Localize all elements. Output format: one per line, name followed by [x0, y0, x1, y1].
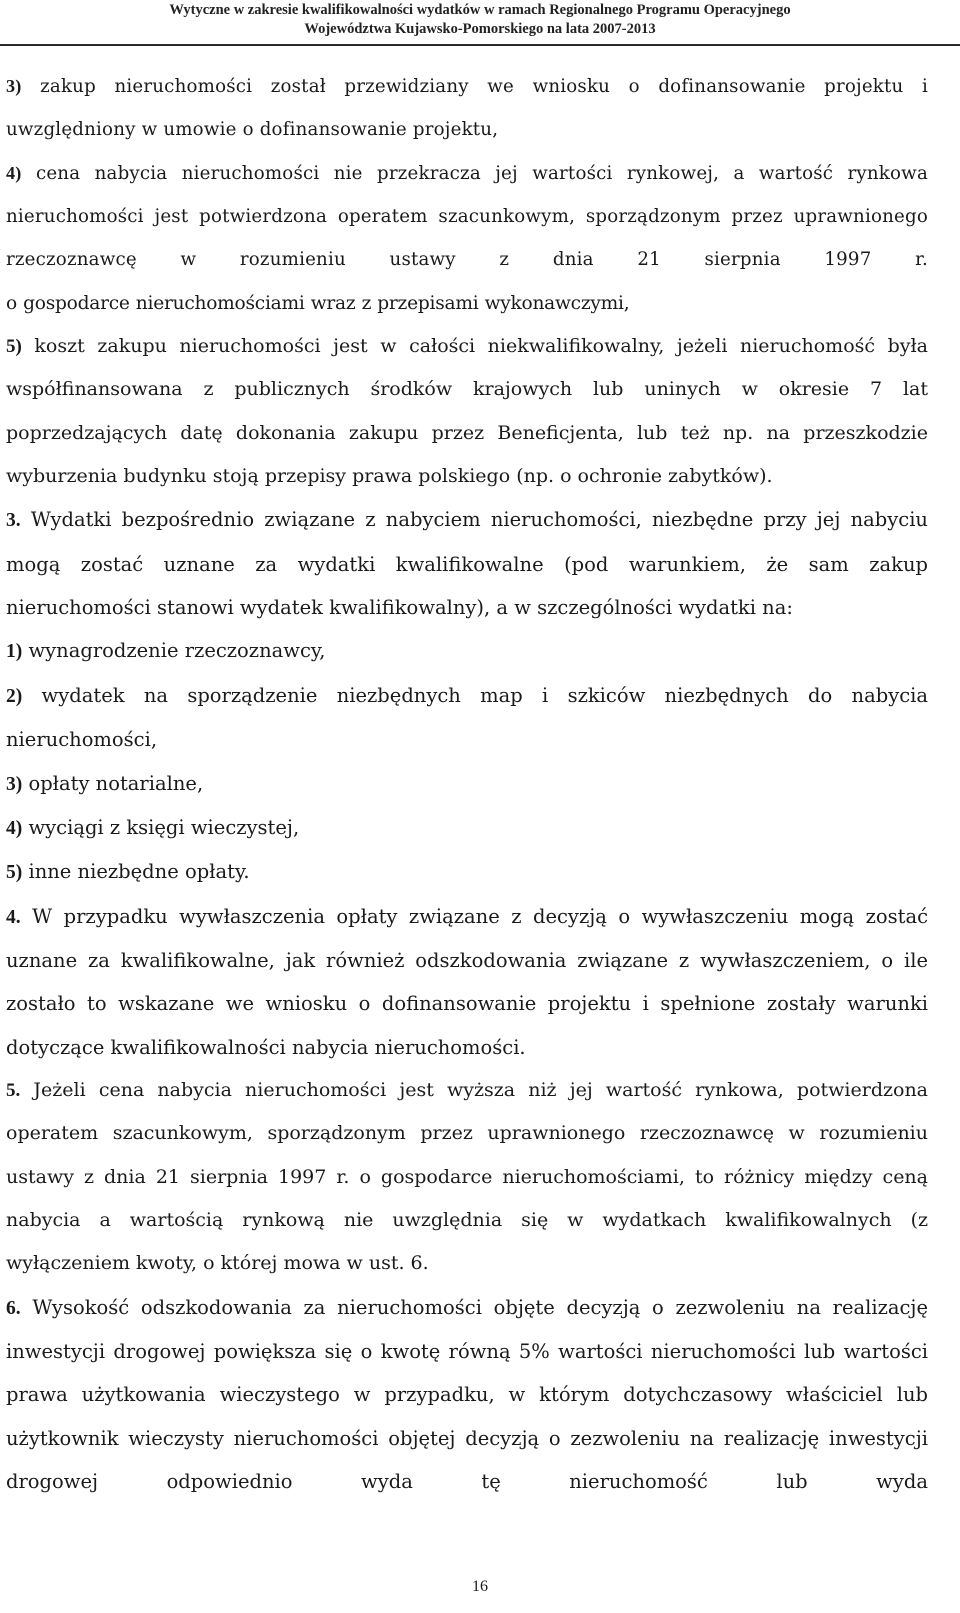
section-number: 3. — [6, 510, 21, 532]
section-number: 4. — [6, 906, 21, 928]
list-item-3 — [6, 65, 928, 152]
section-6 — [6, 1286, 928, 1504]
item-number: 5) — [6, 336, 22, 358]
item-number: 2) — [6, 685, 23, 707]
item-text: cena nabycia nieruchomości nie przekracza jej wartości rynkowej, a wartość rynkowa nieruchomości jest potwierdzona operatem szacunkowym, sporządzonym przez uprawnionego rzeczoznawcę w rozumieniu ustawy z dnia 21 sierpnia 1997 r. — [6, 162, 928, 271]
item-number: 4) — [6, 162, 22, 183]
section-text: Wydatki bezpośrednio związane z nabyciem nieruchomości, niezbędne przy jej nabyciu mogą zostać uznane za wydatki kwalifikowalne (pod warunkiem, że sam zakup nieruchomości stanowi wydatek kwalifikowalny), a w szczególności wydatki na: — [6, 508, 928, 620]
sublist-item-1 — [6, 629, 928, 673]
item-text: wyciągi z księgi wieczystej, — [28, 815, 300, 839]
item-text: zakup nieruchomości został przewidziany we wniosku o dofinansowanie projektu i uwzględniony w umowie o dofinansowanie projektu, — [6, 76, 929, 141]
section-3 — [6, 498, 928, 629]
item-number: 3) — [6, 76, 22, 96]
item-text: opłaty notarialne, — [28, 771, 204, 795]
item-text: wynagrodzenie rzeczoznawcy, — [28, 639, 326, 663]
item-text: inne niezbędne opłaty. — [28, 860, 250, 884]
list-item-4 — [6, 152, 928, 282]
item-text: wydatek na sporządzenie niezbędnych map i szkiców niezbędnych do nabycia nieruchomości, — [6, 683, 928, 752]
section-number: 5. — [6, 1079, 21, 1101]
sublist-item-2 — [6, 674, 928, 762]
item-number: 3) — [6, 773, 23, 795]
section-5 — [6, 1069, 928, 1286]
list-item-4-continuation — [6, 282, 928, 325]
sublist-item-3 — [6, 762, 928, 806]
header-line-1: Wytyczne w zakresie kwalifikowalności wydatków w ramach Regionalnego Programu Operacyjnego — [169, 2, 791, 18]
section-text: Wysokość odszkodowania za nieruchomości objęte decyzją o zezwoleniu na realizację inwestycji drogowej powiększa się o kwotę równą 5% wartości nieruchomości lub wartości prawa użytkowania wieczystego w przypadku, w którym dotychczasowy właściciel lub użytkownik wieczysty nieruchomości objętej decyzją o zezwoleniu na realizację inwestycji drogowej odpowiednio wyda tę nieruchomość lub wyda — [6, 1295, 929, 1493]
header-divider — [0, 44, 960, 46]
section-4 — [6, 895, 928, 1069]
item-text: koszt zakupu nieruchomości jest w całości niekwalifikowalny, jeżeli nieruchomość była współfinansowana z publicznych środków krajowych lub uninych w okresie 7 lat poprzedzających datę dokonania zakupu przez Beneficjenta, lub też np. na przeszkodzie wyburzenia budynku stoją przepisy prawa polskiego (np. o ochronie zabytków). — [6, 335, 928, 488]
page-header — [0, 0, 960, 45]
page-number: 16 — [472, 1578, 488, 1595]
section-text: Jeżeli cena nabycia nieruchomości jest wyższa niż jej wartość rynkowa, potwierdzona operatem szacunkowym, sporządzonym przez uprawnionego rzeczoznawcę w rozumieniu ustawy z dnia 21 sierpnia 1997 r. o gospodarce nieruchomościami, to różnicy między ceną nabycia a wartością rynkową nie uwzględnia się w wydatkach kwalifikowalnych (z wyłączeniem kwoty, o której mowa w ust. 6. — [6, 1078, 929, 1275]
item-text: o gospodarce nieruchomościami wraz z przepisami wykonawczymi, — [6, 292, 630, 314]
section-text: W przypadku wywłaszczenia opłaty związane z decyzją o wywłaszczeniu mogą zostać uznane za kwalifikowalne, jak również odszkodowania związane z wywłaszczeniem, o ile zostało to wskazane we wniosku o dofinansowanie projektu i spełnione zostały warunki dotyczące kwalifikowalności nabycia nieruchomości. — [6, 904, 928, 1059]
sublist-item-5 — [6, 850, 928, 894]
item-number: 4) — [6, 817, 23, 839]
sublist-item-4 — [6, 806, 928, 850]
document-body — [6, 65, 928, 1503]
section-number: 6. — [6, 1297, 21, 1319]
item-number: 1) — [6, 641, 23, 663]
list-item-5 — [6, 325, 928, 498]
item-number: 5) — [6, 862, 23, 884]
header-line-2: Województwa Kujawsko-Pomorskiego na lata 2007-2013 — [304, 21, 656, 37]
